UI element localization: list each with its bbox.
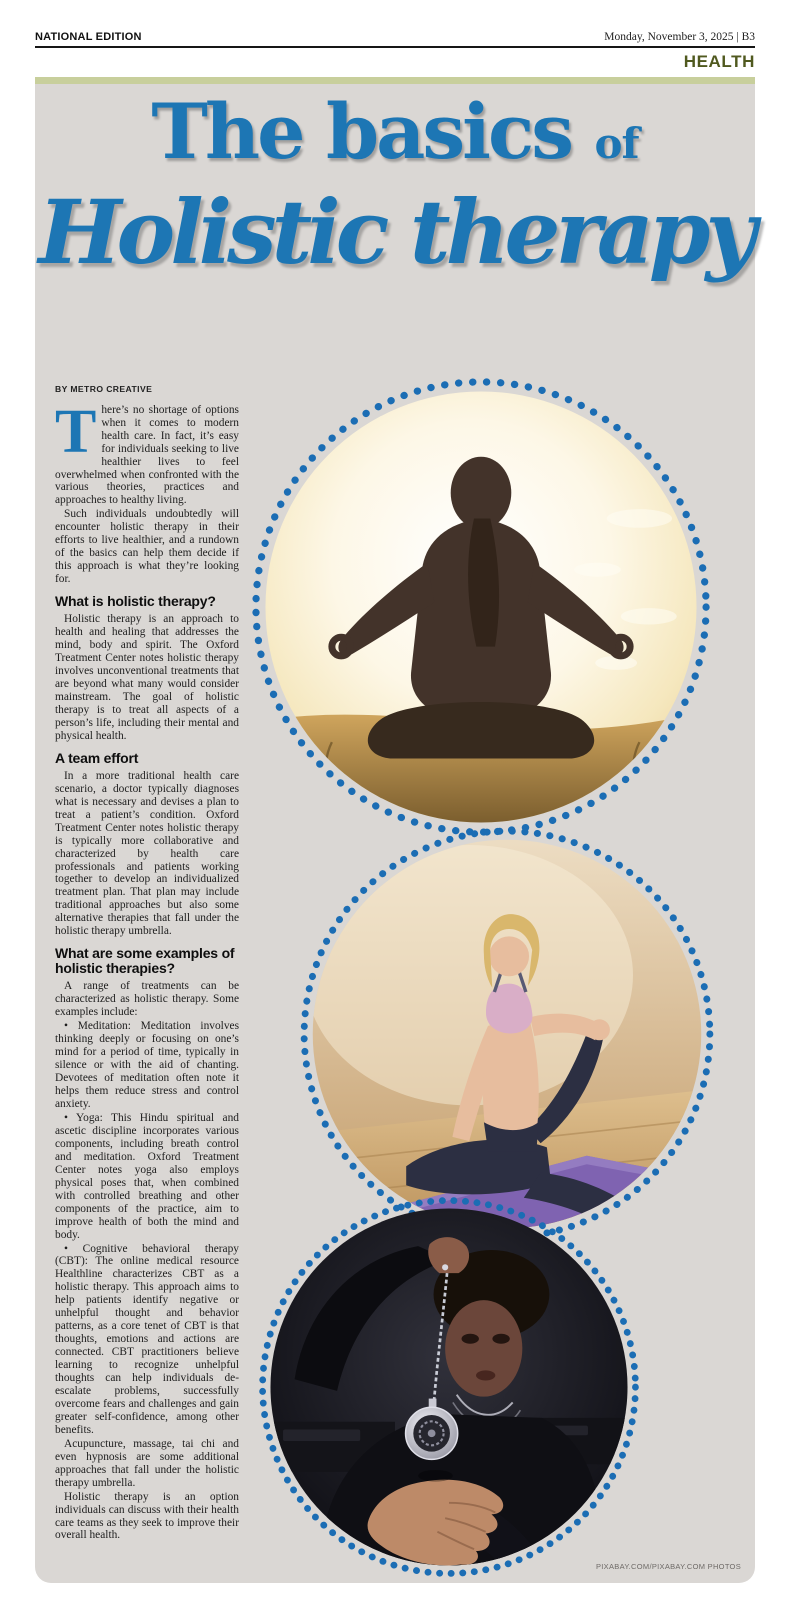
headline-line2: Holistic therapy — [38, 180, 752, 284]
headline — [35, 84, 755, 284]
section-heading-what-is: What is holistic therapy? — [55, 593, 216, 610]
paragraph: Acupuncture, massage, tai chi and even hypnosis are some additional approaches that fall under the holistic therapy umbrella. — [55, 1437, 239, 1489]
paragraph: In a more traditional health care scenario, a doctor typically diagnoses what is necessary and devises a plan to treat a patient’s condition. Oxford Treatment Center notes holistic therapy is typically more collaborative and characterized by health care professionals and patients working together to develop an individualized treatment plan. That plan may include traditional approaches but also some alternative therapies that fall under the holistic therapy umbrella. — [55, 769, 239, 938]
hypnosis-photo — [256, 1194, 642, 1580]
dateline: Monday, November 3, 2025 | B3 — [604, 31, 755, 43]
page-sheet — [35, 84, 755, 1583]
headline-line1: The basics of — [151, 87, 639, 176]
drop-cap: T — [55, 397, 97, 466]
paragraph: Such individuals undoubtedly will encounter holistic therapy in their efforts to live healthier, and a rundown of the basics can help them decide if this approach is what they’re looking for. — [55, 508, 239, 586]
article-body — [55, 385, 239, 1543]
section-heading-examples: What are some examples of holistic therapies? — [55, 945, 235, 977]
photo-credit: PIXABAY.COM/PIXABAY.COM PHOTOS — [595, 1562, 741, 1571]
headline-of: of — [594, 119, 639, 168]
byline: BY METRO CREATIVE — [55, 384, 153, 394]
bullet-yoga: • Yoga: This Hindu spiritual and ascetic discipline incorporates various components, including breath control and meditation. Oxford Treatment Center notes yoga also employs physical poses that, when combined with controlled breathing and other components of the practice, aim to improve health of both the mind and body. — [55, 1111, 239, 1241]
yoga-photo — [297, 824, 717, 1244]
paragraph: A range of treatments can be characterized as holistic therapy. Some examples include: — [55, 980, 239, 1019]
meditation-photo — [248, 374, 714, 840]
edition-label: NATIONAL EDITION — [35, 31, 142, 43]
paragraph-intro: There’s no shortage of options when it comes to modern health care. In fact, it’s easy for individuals seeking to live healthier lives to feel overwhelmed when confronted with the various theories, practices and approaches to healthy living. — [55, 397, 239, 507]
green-divider-bar — [35, 77, 755, 84]
paragraph: Holistic therapy is an approach to health and healing that addresses the mind, body and spirit. The Oxford Treatment Center notes holistic therapy involves unconventional treatments that are beyond what many would consider mainstream. The goal of holistic therapy is to treat all aspects of a person’s life, including their mental and physical health. — [55, 613, 239, 742]
bullet-meditation: • Meditation: Meditation involves thinking deeply or focusing on one’s mind for a period of time, typically in silence or with the aid of chanting. Devotees of meditation often note it helps them reduce stress and control anxiety. — [55, 1020, 239, 1111]
masthead — [35, 31, 755, 48]
bullet-cbt: • Cognitive behavioral therapy (CBT): The online medical resource Healthline characterizes CBT as a holistic therapy. This approach aims to help patients identify negative or unhelpful thought and behavior patterns, as a core tenet of CBT is that thoughts, emotions and actions are connected. CBT practitioners believe learning to recognize unhelpful thoughts can help individuals de-escalate problems, successfully overcome fears and challenges and gain greater self-confidence, among other benefits. — [55, 1242, 239, 1436]
section-health-label: HEALTH — [683, 52, 755, 71]
section-heading-team-effort: A team effort — [55, 749, 139, 766]
paragraph: Holistic therapy is an option individuals can discuss with their health care teams as they seek to improve their overall health. — [55, 1490, 239, 1542]
